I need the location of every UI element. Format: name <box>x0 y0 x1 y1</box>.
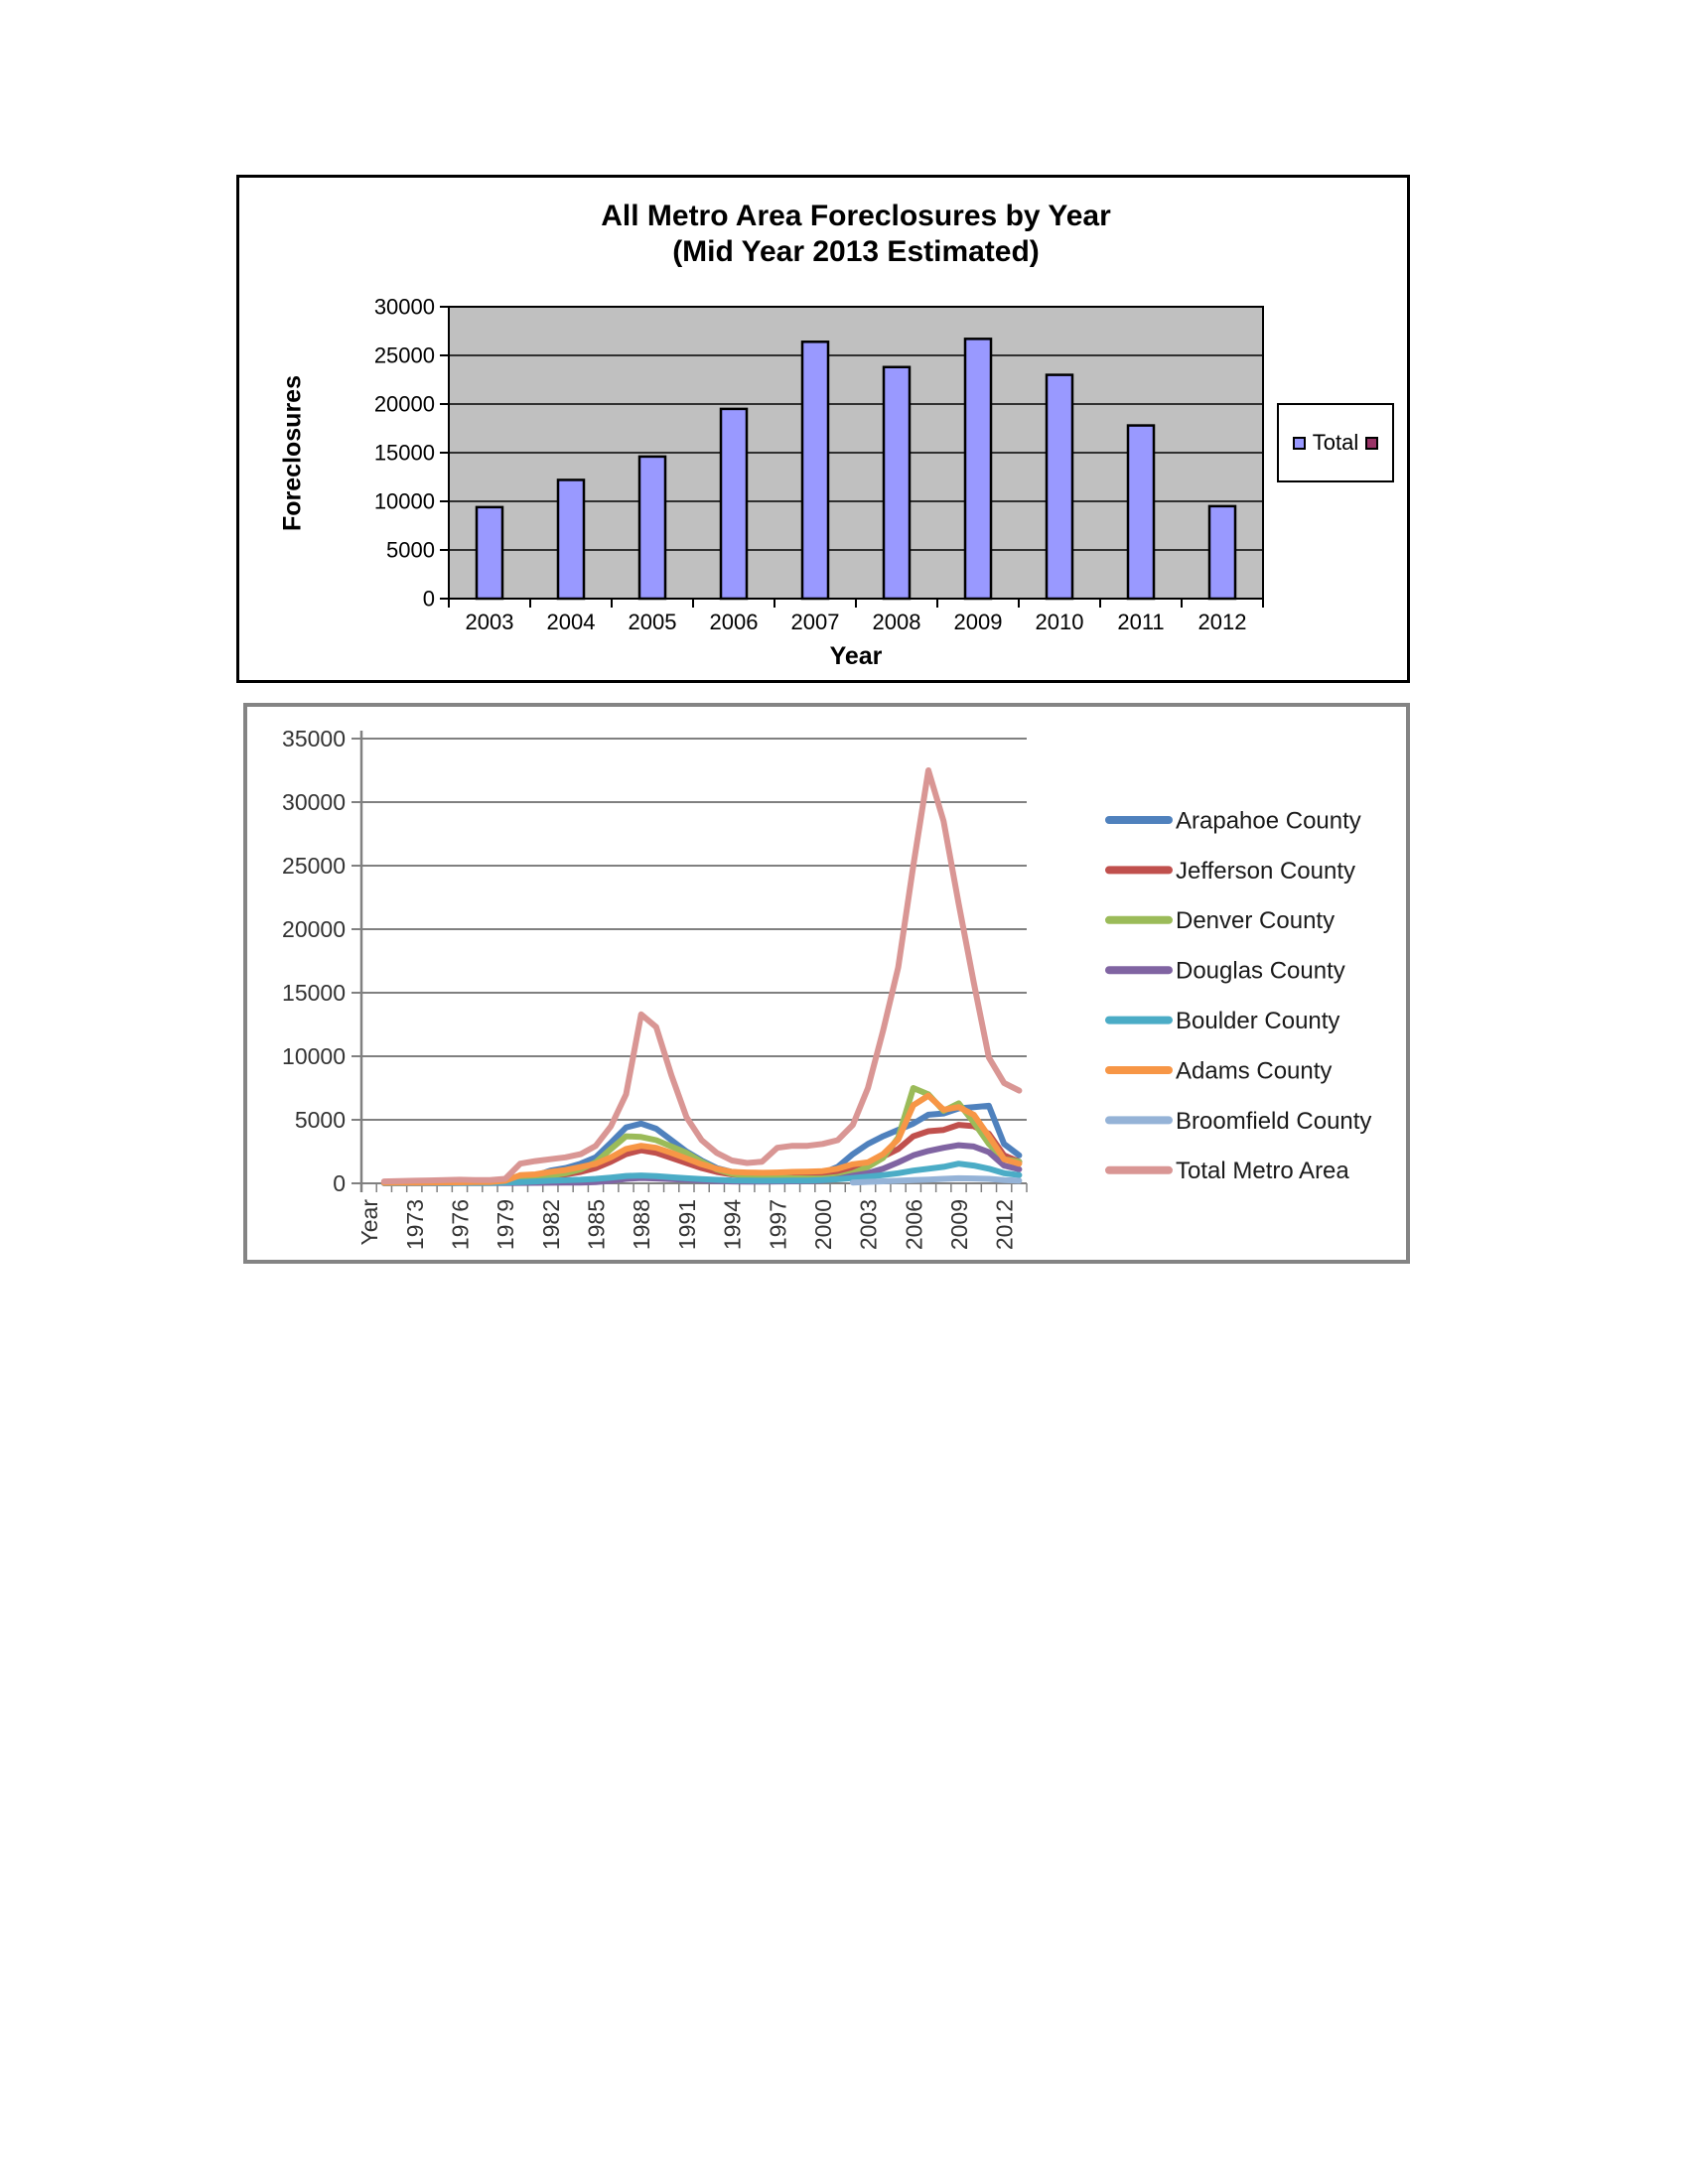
y-tick-label: 35000 <box>282 726 346 752</box>
y-axis <box>282 726 361 1196</box>
x-tick-label: 2005 <box>628 610 677 634</box>
legend-label-douglas-county: Douglas County <box>1176 957 1345 985</box>
y-tick-label: 15000 <box>373 440 435 466</box>
bar-2009 <box>965 339 991 599</box>
legend-label-arapahoe-county: Arapahoe County <box>1176 807 1361 835</box>
x-tick-label: 1976 <box>447 1199 474 1251</box>
x-tick-label: 1973 <box>401 1199 428 1251</box>
legend-swatch-total <box>1293 437 1306 450</box>
x-tick-label: 2012 <box>991 1199 1018 1251</box>
x-tick-label: 2006 <box>709 610 759 634</box>
y-tick-label: 20000 <box>373 391 435 417</box>
bar-2003 <box>477 507 502 599</box>
x-tick-label: 1985 <box>583 1199 610 1251</box>
bar-chart-frame <box>236 175 1410 683</box>
x-tick-label: 2010 <box>1035 610 1084 634</box>
y-tick-label: 25000 <box>282 853 346 880</box>
legend-label-boulder-county: Boulder County <box>1176 1008 1340 1034</box>
bar-2012 <box>1209 506 1235 599</box>
y-tick-label: 25000 <box>373 342 435 368</box>
bar-chart-plot <box>239 178 1413 686</box>
y-tick-label: 5000 <box>386 537 435 563</box>
line-chart-legend <box>1109 807 1371 1184</box>
legend-label-denver-county: Denver County <box>1176 907 1336 935</box>
legend-label-total: Total <box>1312 430 1359 455</box>
bar-2010 <box>1047 375 1072 599</box>
x-tick-label: Year <box>356 1199 383 1246</box>
series-broomfield-county <box>853 1178 1020 1182</box>
x-tick-label: 1994 <box>719 1199 746 1251</box>
x-axis <box>356 1183 1027 1250</box>
legend-label-broomfield-county: Broomfield County <box>1176 1107 1372 1135</box>
bar-chart-subtitle: (Mid Year 2013 Estimated) <box>672 235 1040 268</box>
x-tick-label: 2000 <box>809 1199 836 1251</box>
bar-chart-title: All Metro Area Foreclosures by Year <box>601 200 1111 232</box>
x-axis <box>449 599 1263 634</box>
line-chart-plot <box>247 707 1406 1260</box>
legend-swatch-series2 <box>1365 437 1378 450</box>
bar-chart-y-axis-title: Foreclosures <box>278 375 307 532</box>
x-tick-label: 1997 <box>765 1199 791 1251</box>
y-tick-label: 5000 <box>294 1107 346 1134</box>
series-lines <box>384 770 1020 1183</box>
y-axis <box>374 295 449 612</box>
y-tick-label: 0 <box>333 1170 346 1197</box>
x-tick-label: 2008 <box>872 610 921 634</box>
x-tick-label: 2007 <box>790 610 840 634</box>
y-tick-label: 30000 <box>373 294 435 320</box>
legend-label-adams-county: Adams County <box>1176 1057 1333 1085</box>
bar-2005 <box>639 457 665 599</box>
line-chart-frame <box>243 703 1410 1264</box>
bar-chart-legend <box>1277 403 1394 482</box>
y-tick-label: 30000 <box>282 789 346 816</box>
x-tick-label: 2003 <box>465 610 514 634</box>
y-tick-label: 20000 <box>282 916 346 943</box>
y-tick-label: 10000 <box>282 1043 346 1070</box>
bar-2008 <box>884 367 910 599</box>
x-tick-label: 2003 <box>855 1199 882 1251</box>
x-tick-label: 2009 <box>945 1199 972 1251</box>
x-tick-label: 1991 <box>673 1199 700 1251</box>
x-tick-label: 2009 <box>953 610 1003 634</box>
x-tick-label: 2011 <box>1117 610 1165 634</box>
legend-label-jefferson-county: Jefferson County <box>1176 857 1355 885</box>
bar-2004 <box>558 479 584 599</box>
bar-2011 <box>1128 426 1154 599</box>
bar-2007 <box>802 341 828 599</box>
x-tick-label: 1979 <box>492 1199 519 1251</box>
y-tick-label: 10000 <box>373 488 435 514</box>
x-tick-label: 2006 <box>901 1199 927 1251</box>
legend-label-total-metro-area: Total Metro Area <box>1176 1158 1349 1185</box>
bar-2006 <box>721 409 747 599</box>
x-tick-label: 1982 <box>537 1199 564 1251</box>
x-tick-label: 2012 <box>1197 610 1247 634</box>
bar-chart-x-axis-title: Year <box>829 642 883 670</box>
y-tick-label: 0 <box>422 586 435 612</box>
y-tick-label: 15000 <box>282 980 346 1007</box>
x-tick-label: 2004 <box>546 610 596 634</box>
x-tick-label: 1988 <box>629 1199 655 1251</box>
